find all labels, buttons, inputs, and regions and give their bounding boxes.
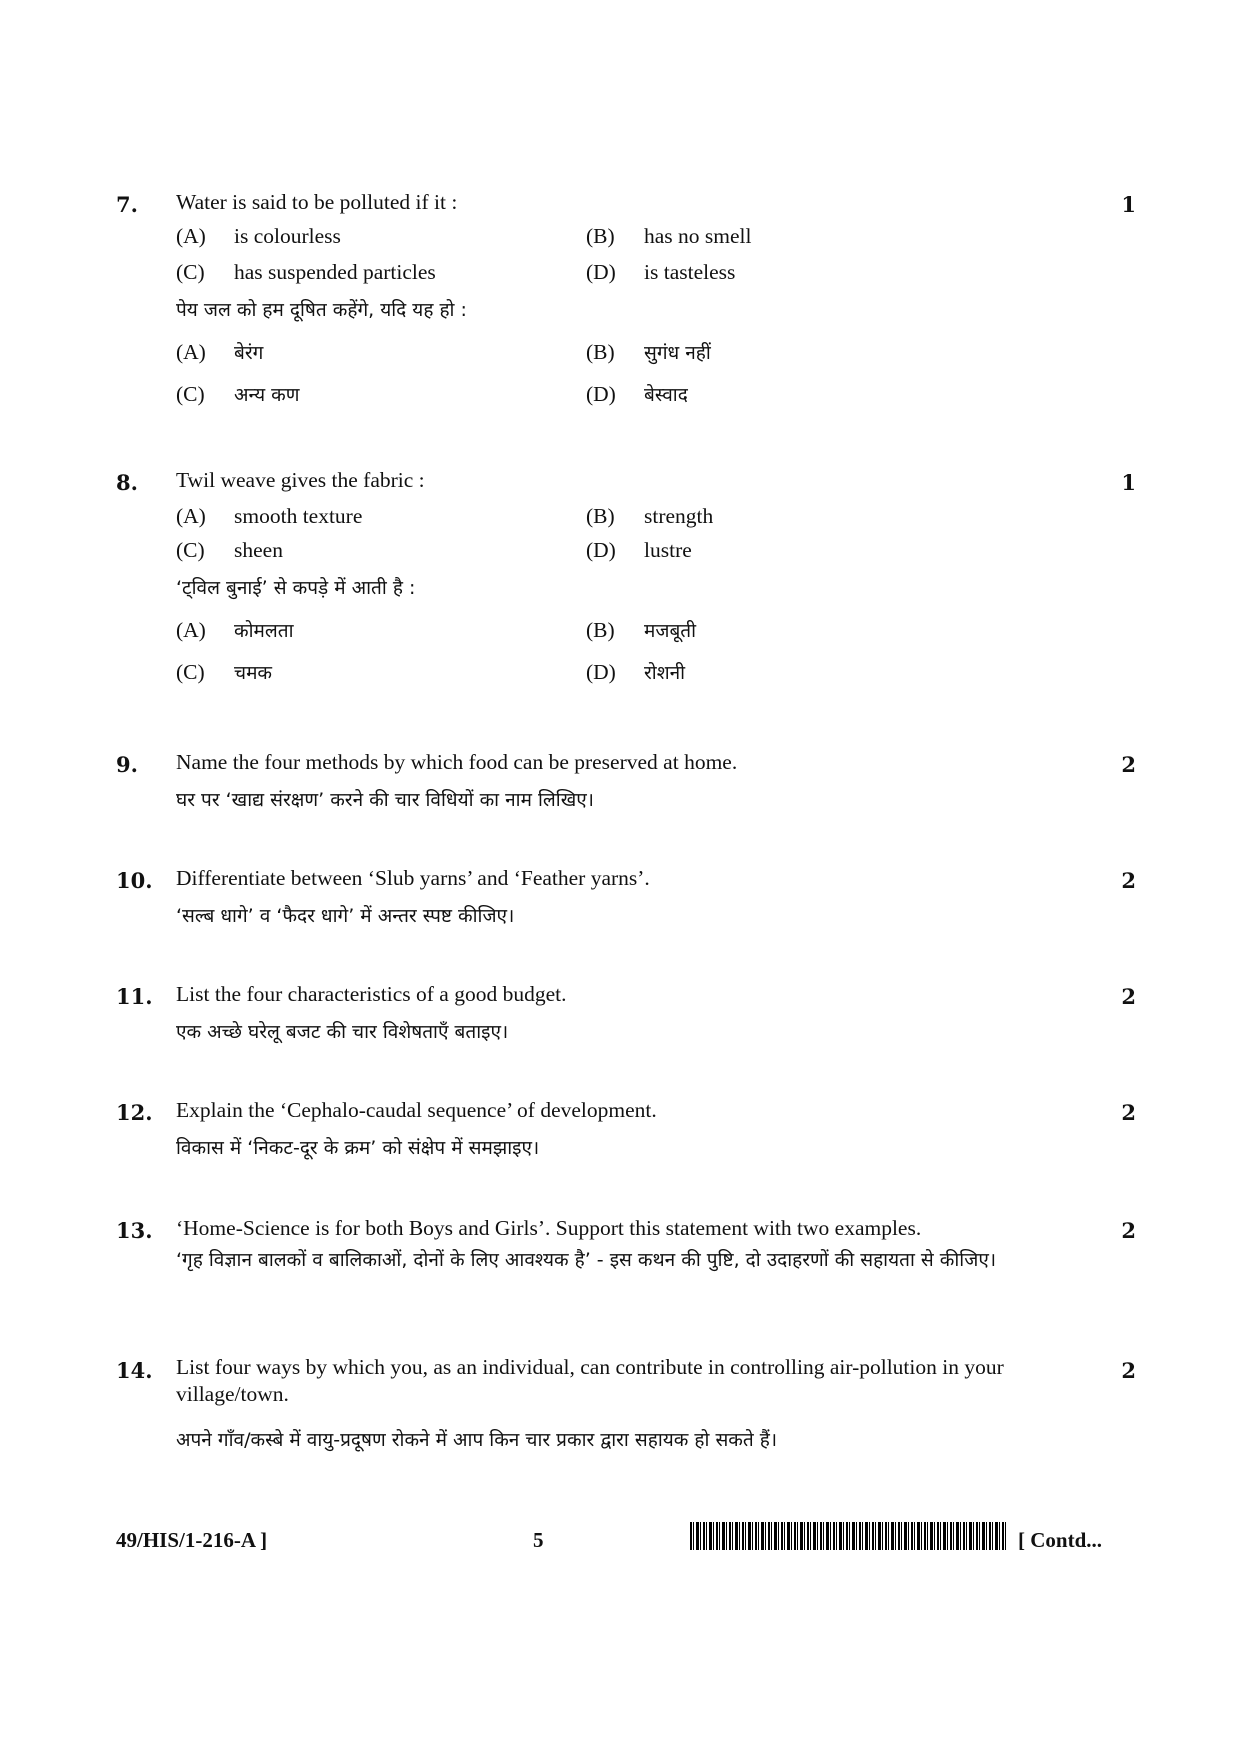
option-b-en: (B) strength [586,504,714,528]
question-text-en: List the four characteristics of a good budget. [176,982,567,1006]
option-d-en: (D) lustre [586,538,692,562]
question-10 [116,868,1136,938]
question-number: 13. [116,1218,153,1243]
question-text-hi: ‘सल्ब धागे’ व ‘फैदर धागे’ में अन्तर स्पष्ट कीजिए। [176,905,515,927]
question-text-hi: विकास में ‘निकट-दूर के क्रम’ को संक्षेप में समझाइए। [176,1137,540,1159]
question-marks: 1 [1121,470,1136,495]
question-text-en: Twil weave gives the fabric : [176,468,425,492]
question-marks: 2 [1121,984,1136,1009]
question-7 [116,192,1136,432]
question-text-hi: ‘ट्विल बुनाई’ से कपड़े में आती है : [176,577,416,599]
question-number: 7. [116,192,138,217]
option-a-hi: (A) बेरंग [176,340,264,364]
question-text-en: ‘Home-Science is for both Boys and Girls’. Support this statement with two examples. [176,1216,922,1240]
question-marks: 1 [1121,192,1136,217]
barcode [690,1522,1008,1550]
page-number: 5 [533,1528,544,1552]
question-number: 14. [116,1358,153,1383]
question-number: 8. [116,470,138,495]
question-text-en: Water is said to be polluted if it : [176,190,458,214]
question-13 [116,1218,1136,1308]
question-text-hi: एक अच्छे घरेलू बजट की चार विशेषताएँ बताइए। [176,1021,509,1043]
option-a-en: (A) is colourless [176,224,341,248]
option-a-hi: (A) कोमलता [176,618,294,642]
option-b-hi: (B) सुगंध नहीं [586,340,711,364]
question-text-en: Differentiate between ‘Slub yarns’ and ‘Feather yarns’. [176,866,650,890]
question-number: 9. [116,752,138,777]
question-marks: 2 [1121,1358,1136,1383]
question-marks: 2 [1121,868,1136,893]
question-12 [116,1100,1136,1170]
question-text-en: List four ways by which you, as an individual, can contribute in controlling air-pollution in your village/town. [176,1355,1004,1406]
question-8 [116,470,1136,710]
question-text-en: Name the four methods by which food can be preserved at home. [176,750,738,774]
question-text-hi: ‘गृह विज्ञान बालकों व बालिकाओं, दोनों के लिए आवश्यक है’ - इस कथन की पुष्टि, दो उदाहरणों की सहायता से कीजिए। [176,1249,997,1271]
question-number: 12. [116,1100,153,1125]
option-c-en: (C) sheen [176,538,283,562]
option-d-en: (D) is tasteless [586,260,736,284]
option-c-hi: (C) चमक [176,660,273,684]
question-text-en: Explain the ‘Cephalo-caudal sequence’ of development. [176,1098,657,1122]
continued-label: [ Contd... [1018,1528,1103,1552]
question-number: 10. [116,868,153,893]
question-number: 11. [116,984,153,1009]
option-d-hi: (D) रोशनी [586,660,686,684]
question-14 [116,1355,1136,1468]
option-c-en: (C) has suspended particles [176,260,436,284]
question-marks: 2 [1121,1218,1136,1243]
question-text-hi: घर पर ‘खाद्य संरक्षण’ करने की चार विधियों का नाम लिखिए। [176,789,594,811]
option-b-hi: (B) मजबूती [586,618,697,642]
question-11 [116,984,1136,1054]
option-d-hi: (D) बेस्वाद [586,382,688,406]
question-marks: 2 [1121,752,1136,777]
question-text-hi: पेय जल को हम दूषित कहेंगे, यदि यह हो : [176,299,467,321]
option-a-en: (A) smooth texture [176,504,363,528]
option-b-en: (B) has no smell [586,224,752,248]
paper-code: 49/HIS/1-216-A ] [116,1528,268,1552]
question-marks: 2 [1121,1100,1136,1125]
option-c-hi: (C) अन्य कण [176,382,300,406]
question-9 [116,752,1136,822]
question-text-hi: अपने गाँव/कस्बे में वायु-प्रदूषण रोकने में आप किन चार प्रकार द्वारा सहायक हो सकते हैं। [176,1429,778,1451]
